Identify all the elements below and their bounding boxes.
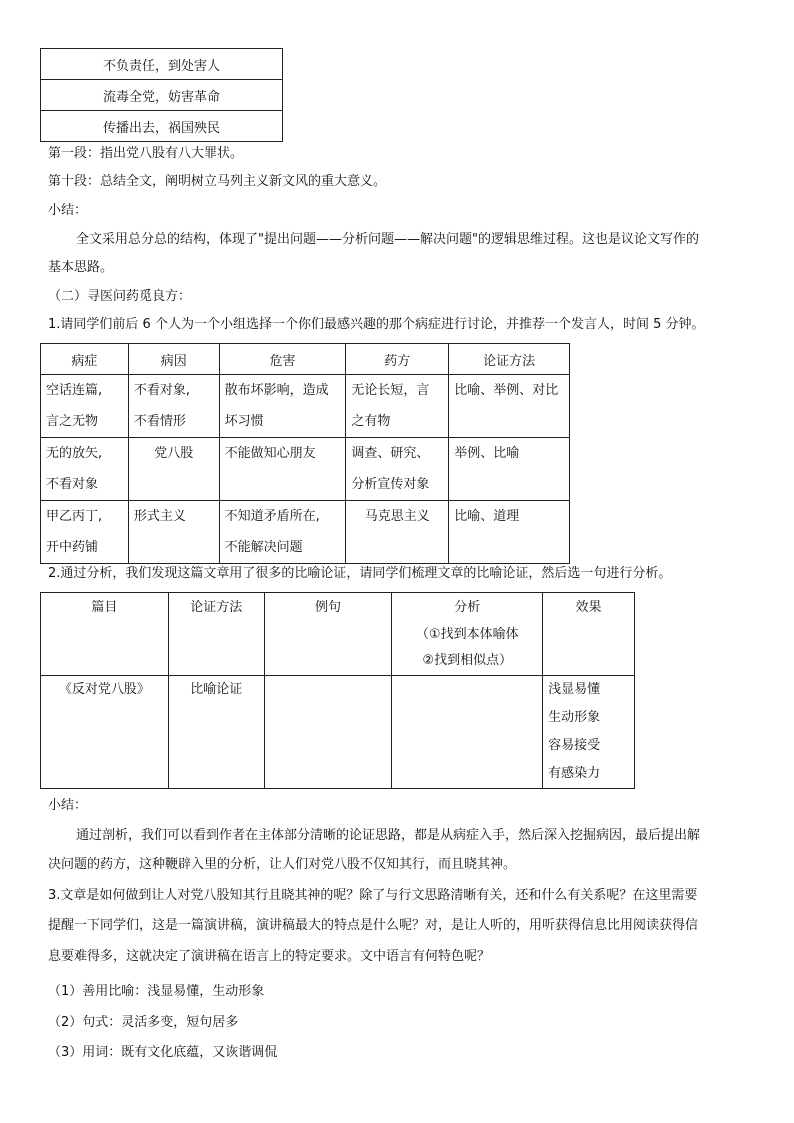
example-cell: [264, 676, 392, 789]
header-cell: 论证方法: [449, 344, 570, 375]
table-cell: 不负责任，到处害人: [41, 49, 283, 80]
table-cell: 无的放矢, 不看对象: [41, 438, 129, 501]
header-cell: 分析 （①找到本体喻体 ②找到相似点）: [392, 593, 543, 676]
table-row: [41, 501, 570, 564]
summary-label: 小结：: [48, 203, 88, 218]
summary-text: 全文采用总分总的结构，体现了"提出问题——分析问题——解决问题"的逻辑思维过程。这也是议论文写作的: [76, 232, 699, 247]
table-cell: 马克思主义: [346, 501, 449, 564]
table-cell: 调查、研究、 分析宣传对象: [346, 438, 449, 501]
table-cell: 传播出去，祸国殃民: [41, 111, 283, 142]
table-cell: 比喻、道理: [449, 501, 570, 564]
table-cell: 不看对象, 不看情形: [128, 375, 219, 438]
table-header-row: [41, 593, 635, 676]
summary-text: 通过剖析，我们可以看到作者在主体部分清晰的论证思路，都是从病症入手，然后深入挖掘病因，最后提出解: [76, 828, 701, 843]
crimes-table: [40, 48, 283, 142]
header-cell: 效果: [543, 593, 635, 676]
metaphor-analysis-table: [40, 592, 635, 789]
header-cell: 危害: [219, 344, 346, 375]
table-cell: 形式主义: [128, 501, 219, 564]
header-cell: 病因: [128, 344, 219, 375]
table-cell: 空话连篇, 言之无物: [41, 375, 129, 438]
diagnosis-table: [40, 343, 570, 564]
question-text: 提醒一下同学们，这是一篇演讲稿，演讲稿最大的特点是什么呢？对，是让人听的，用听获得信息比用阅读获得信: [48, 918, 699, 933]
table-row: [41, 676, 635, 789]
table-header-row: [41, 344, 570, 375]
task-instruction: 1.请同学们前后 6 个人为一个小组选择一个你们最感兴趣的那个病症进行讨论，并推荐一个发言人，时间 5 分钟。: [48, 317, 705, 332]
table-cell: 比喻论证: [168, 676, 264, 789]
header-cell: 论证方法: [168, 593, 264, 676]
section-title: （二）寻医问药觅良方：: [48, 289, 192, 304]
header-cell: 篇目: [41, 593, 169, 676]
table-row: [41, 49, 283, 80]
header-cell: 例句: [264, 593, 392, 676]
table-cell: 流毒全党，妨害革命: [41, 80, 283, 111]
table-cell: 《反对党八股》: [41, 676, 169, 789]
header-cell: 药方: [346, 344, 449, 375]
table-row: [41, 80, 283, 111]
analysis-cell: [392, 676, 543, 789]
summary-text: 基本思路。: [48, 260, 114, 275]
analysis-hint: ②找到相似点）: [422, 653, 513, 668]
list-item: （3）用词：既有文化底蕴，又诙谐调侃: [48, 1045, 278, 1060]
table-cell: 浅显易懂 生动形象 容易接受 有感染力: [543, 676, 635, 789]
table-row: [41, 438, 570, 501]
paragraph-tenth: 第十段：总结全文，阐明树立马列主义新文风的重大意义。: [48, 174, 387, 189]
table-row: [41, 375, 570, 438]
analysis-hint: （①找到本体喻体: [415, 627, 519, 642]
table-cell: 党八股: [128, 438, 219, 501]
table-cell: 不能做知心朋友: [219, 438, 346, 501]
list-item: （2）句式：灵活多变，短句居多: [48, 1015, 239, 1030]
question-text: 息要难得多，这就决定了演讲稿在语言上的特定要求。文中语言有何特色呢？: [48, 949, 491, 964]
table-cell: 比喻、举例、对比: [449, 375, 570, 438]
table-cell: 甲乙丙丁, 开中药铺: [41, 501, 129, 564]
table-cell: 散布坏影响，造成 坏习惯: [219, 375, 346, 438]
table-cell: 举例、比喻: [449, 438, 570, 501]
header-cell: 病症: [41, 344, 129, 375]
task-instruction: 2.通过分析，我们发现这篇文章用了很多的比喻论证，请同学们梳理文章的比喻论证，然后选一句进行分析。: [48, 566, 672, 581]
table-cell: 无论长短，言 之有物: [346, 375, 449, 438]
table-row: [41, 111, 283, 142]
summary-label: 小结：: [48, 798, 88, 813]
summary-text: 决问题的药方，这种鞭辟入里的分析，让人们对党八股不仅知其行，而且晓其神。: [48, 857, 517, 872]
question-text: 3.文章是如何做到让人对党八股知其行且晓其神的呢？除了与行文思路清晰有关，还和什么有关系呢？在这里需要: [48, 888, 698, 903]
paragraph-first: 第一段：指出党八股有八大罪状。: [48, 146, 244, 161]
list-item: （1）善用比喻：浅显易懂，生动形象: [48, 984, 265, 999]
table-cell: 不知道矛盾所在, 不能解决问题: [219, 501, 346, 564]
